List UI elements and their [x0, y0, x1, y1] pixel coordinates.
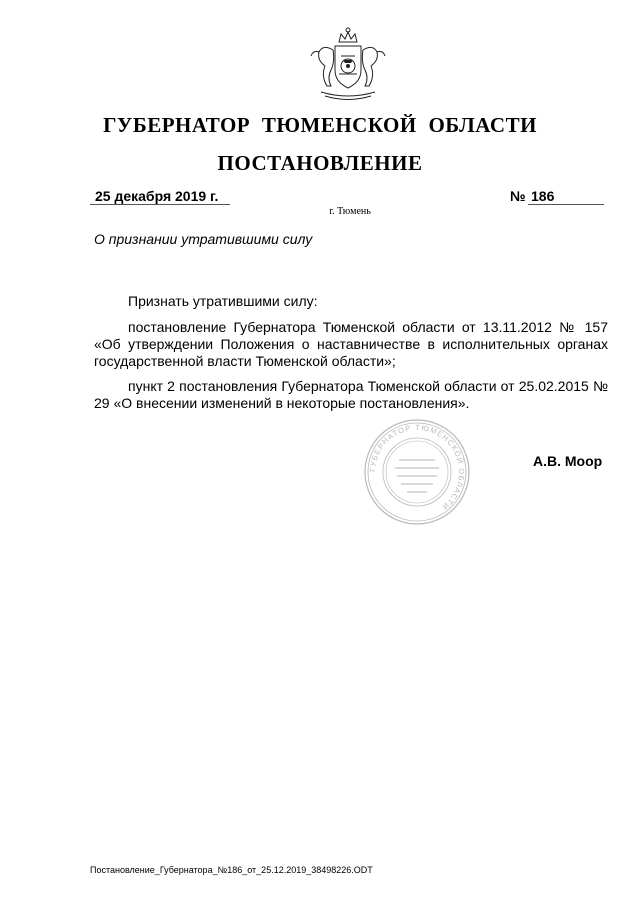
authority-title: ГУБЕРНАТОР ТЮМЕНСКОЙ ОБЛАСТИ: [103, 113, 537, 137]
footer-filename: Постановление_Губернатора_№186_от_25.12.2019_38498226.ODT: [90, 865, 373, 875]
body-paragraph: пункт 2 постановления Губернатора Тюменской области от 25.02.2015 № 29 «О внесении изменений в некоторые постановления».: [94, 378, 608, 411]
body-paragraph: постановление Губернатора Тюменской области от 13.11.2012 № 157 «Об утверждении Положения о наставничестве в исполнительных органах государственной власти Тюменской области»;: [94, 319, 608, 369]
document-number: 186: [531, 188, 555, 204]
document-type: ПОСТАНОВЛЕНИЕ: [217, 151, 423, 175]
document-date: 25 декабря 2019 г.: [95, 188, 219, 204]
seal-text: ГУБЕРНАТОР ТЮМЕНСКОЙ ОБЛАСТИ: [367, 422, 467, 512]
signatory-name: А.В. Моор: [533, 453, 603, 469]
city: г. Тюмень: [329, 206, 371, 217]
official-seal-icon: [363, 418, 471, 526]
document-body: [94, 293, 608, 420]
body-paragraph: Признать утратившими силу:: [128, 293, 318, 309]
tyumen-coat-of-arms-icon: [303, 26, 393, 104]
date-underline: [90, 204, 230, 205]
number-underline: [528, 204, 604, 205]
document-subject: О признании утратившими силу: [94, 231, 313, 247]
number-sign: №: [510, 188, 526, 204]
